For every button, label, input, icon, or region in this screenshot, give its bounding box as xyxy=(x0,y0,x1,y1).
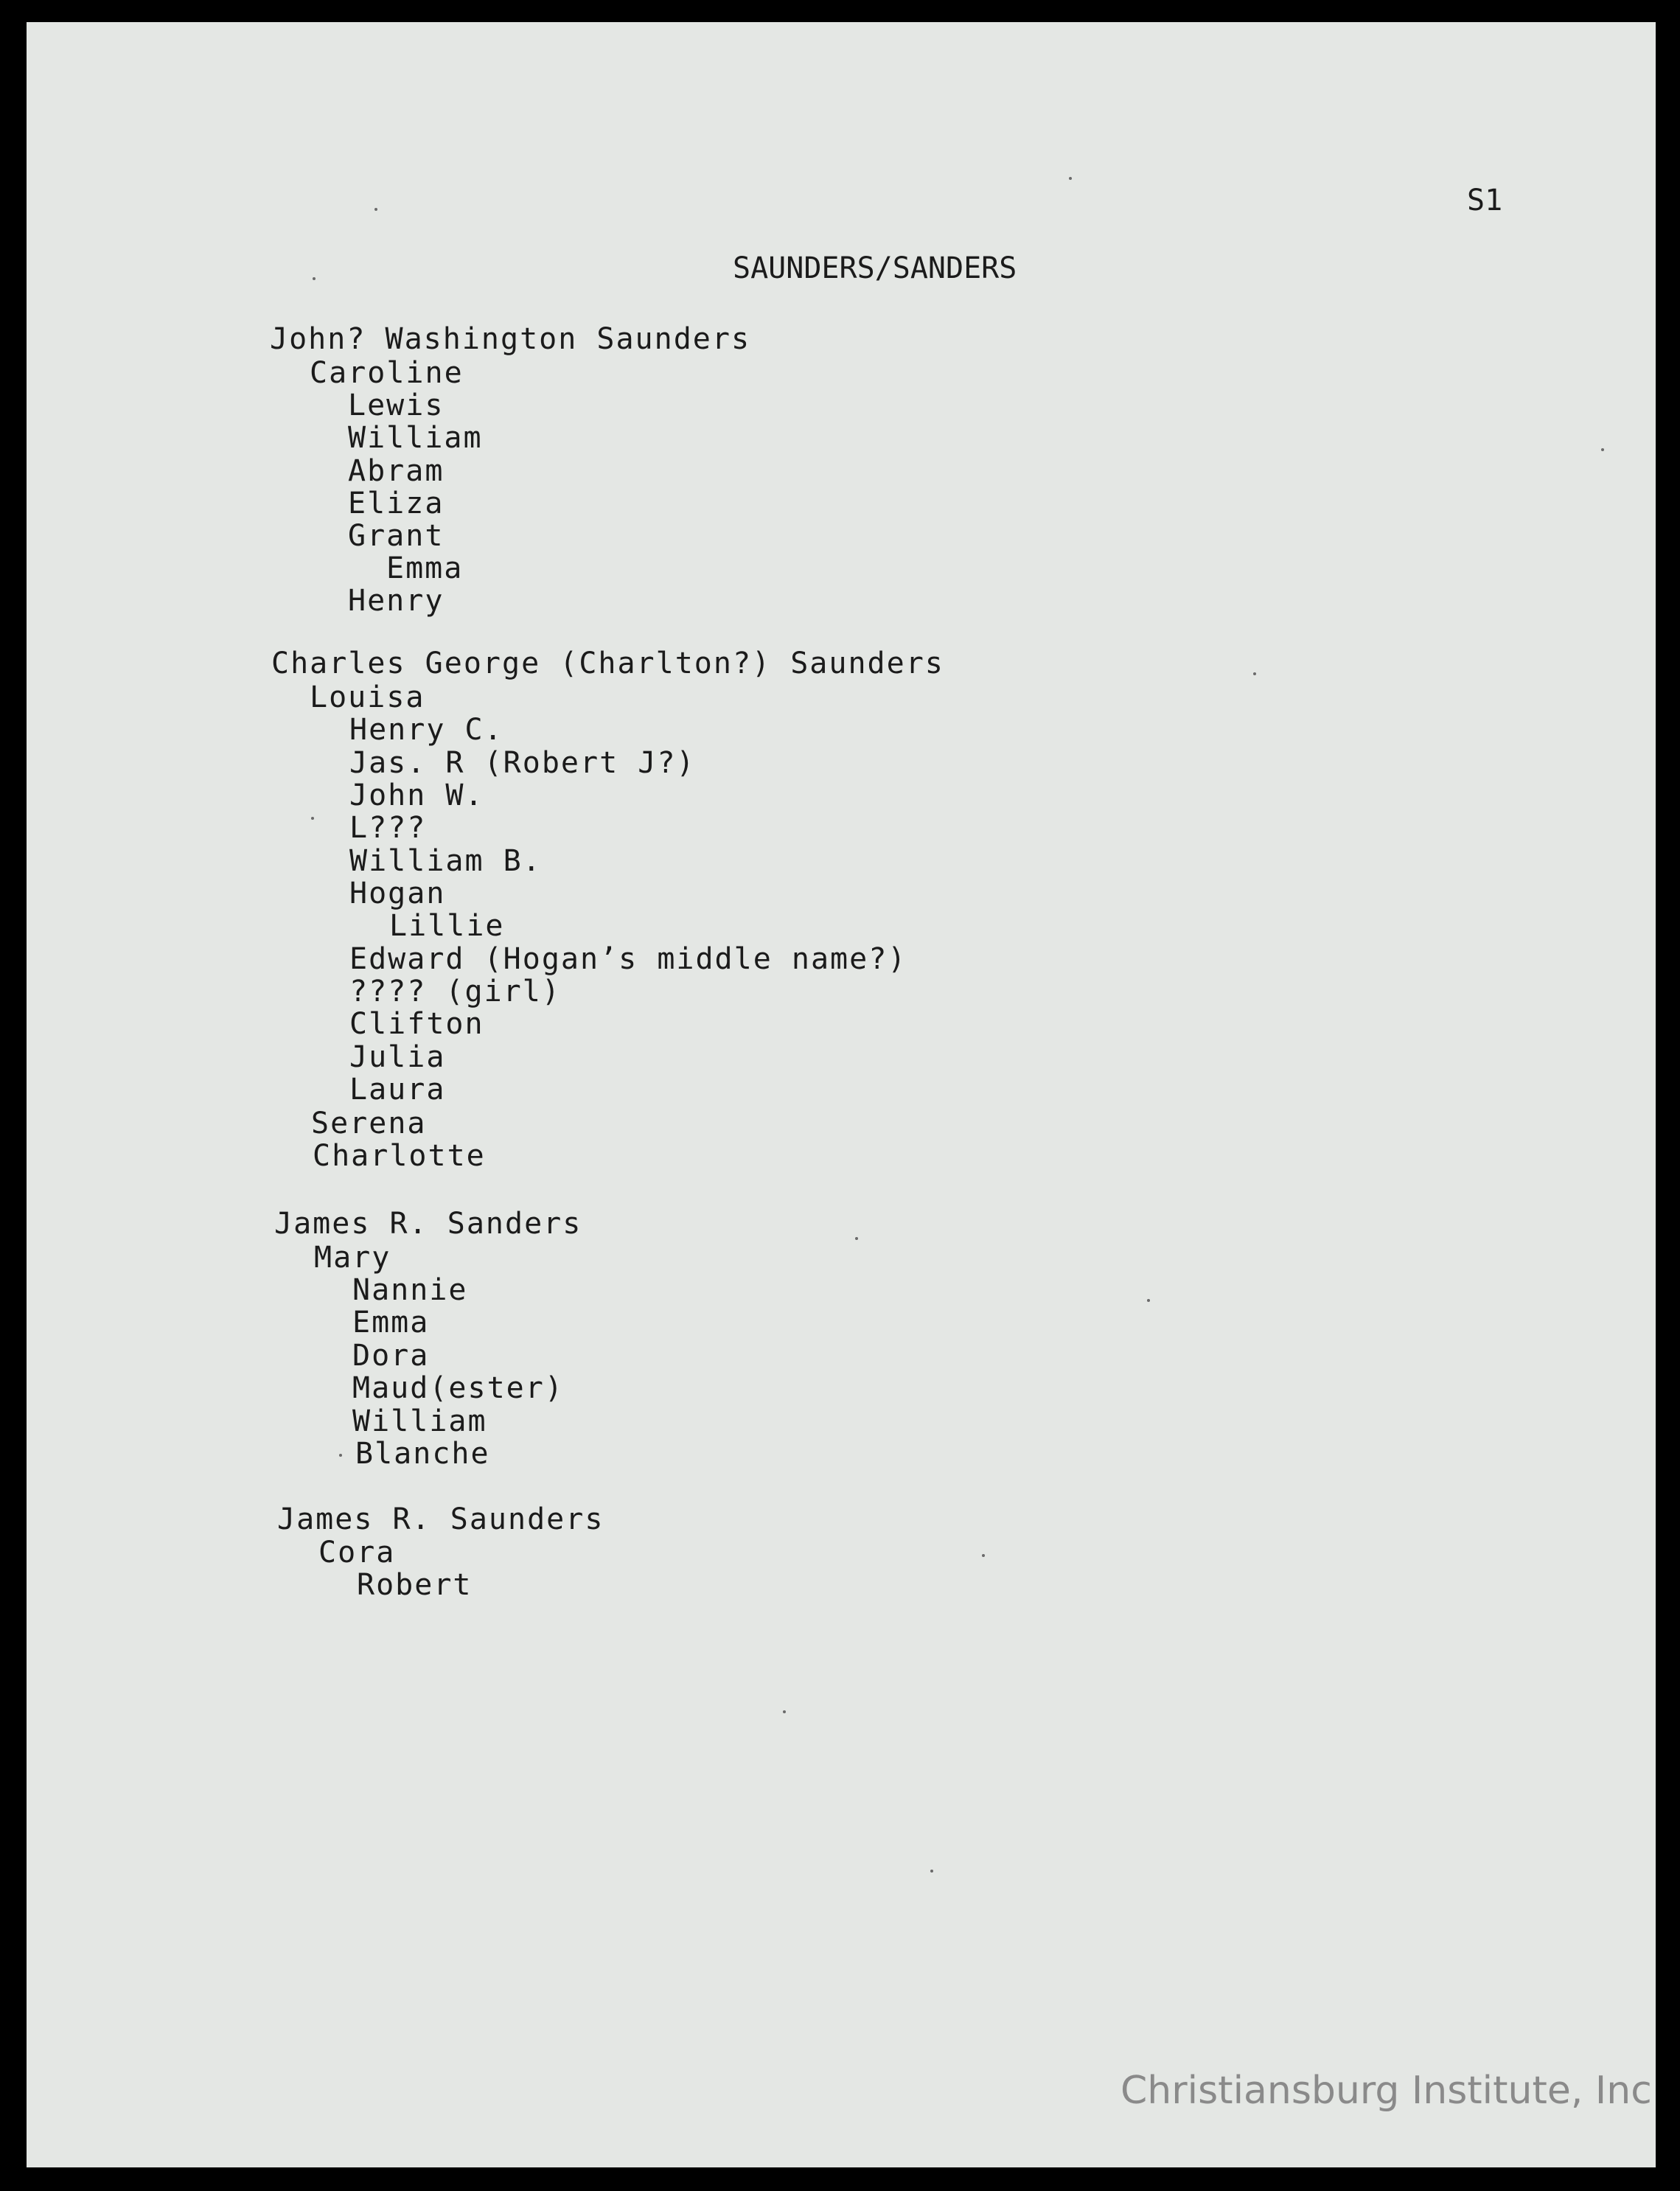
child: L??? xyxy=(349,811,427,845)
paper-speck xyxy=(783,1710,786,1713)
paper-speck xyxy=(313,277,316,280)
paper-speck xyxy=(982,1554,985,1557)
paper-speck xyxy=(1147,1299,1150,1302)
spouse: Louisa xyxy=(310,680,425,714)
family-head: John? Washington Saunders xyxy=(270,322,751,356)
family-head: James R. Sanders xyxy=(274,1207,582,1241)
child: Emma xyxy=(352,1306,430,1340)
child: John W. xyxy=(349,778,484,812)
paper-speck xyxy=(311,817,314,820)
child: Hogan xyxy=(349,877,446,910)
child: Laura xyxy=(349,1073,446,1107)
child: Dora xyxy=(352,1339,430,1373)
child: William xyxy=(352,1404,487,1438)
child: Julia xyxy=(349,1040,446,1074)
child: Edward (Hogan’s middle name?) xyxy=(349,942,907,976)
family-head: James R. Saunders xyxy=(277,1502,604,1536)
paper-speck xyxy=(339,1454,342,1457)
paper-speck xyxy=(374,208,377,211)
spouse: Charlotte xyxy=(313,1139,486,1173)
child: Jas. R (Robert J?) xyxy=(349,746,696,780)
child: Grant xyxy=(348,519,445,553)
spouse: Mary xyxy=(314,1241,391,1275)
child: Eliza xyxy=(348,487,445,520)
spouse: Cora xyxy=(318,1536,396,1570)
child: Henry C. xyxy=(349,713,503,747)
spouse: Serena xyxy=(311,1107,427,1140)
child: ???? (girl) xyxy=(349,975,561,1009)
child: Lewis xyxy=(348,389,445,422)
child: Henry xyxy=(348,584,445,618)
page-number: S1 xyxy=(1467,184,1503,217)
spouse: Caroline xyxy=(310,356,464,390)
paper-speck xyxy=(1253,672,1256,675)
child: William xyxy=(348,421,483,455)
grandchild: Emma xyxy=(386,551,464,585)
child: William B. xyxy=(349,844,542,878)
child: Maud(ester) xyxy=(352,1371,564,1405)
child: Nannie xyxy=(352,1273,468,1307)
paper-speck xyxy=(1069,177,1072,180)
paper-speck xyxy=(855,1237,858,1240)
page-title: SAUNDERS/SANDERS xyxy=(733,251,1017,285)
child: Blanche xyxy=(355,1437,490,1471)
watermark-text: Christiansburg Institute, Inc xyxy=(1120,2069,1652,2113)
grandchild: Lillie xyxy=(389,909,505,943)
child: Abram xyxy=(348,454,445,488)
paper-speck xyxy=(1601,448,1604,451)
child: Robert xyxy=(357,1568,473,1602)
family-head: Charles George (Charlton?) Saunders xyxy=(271,647,944,680)
paper-speck xyxy=(930,1870,933,1873)
child: Clifton xyxy=(349,1007,484,1041)
